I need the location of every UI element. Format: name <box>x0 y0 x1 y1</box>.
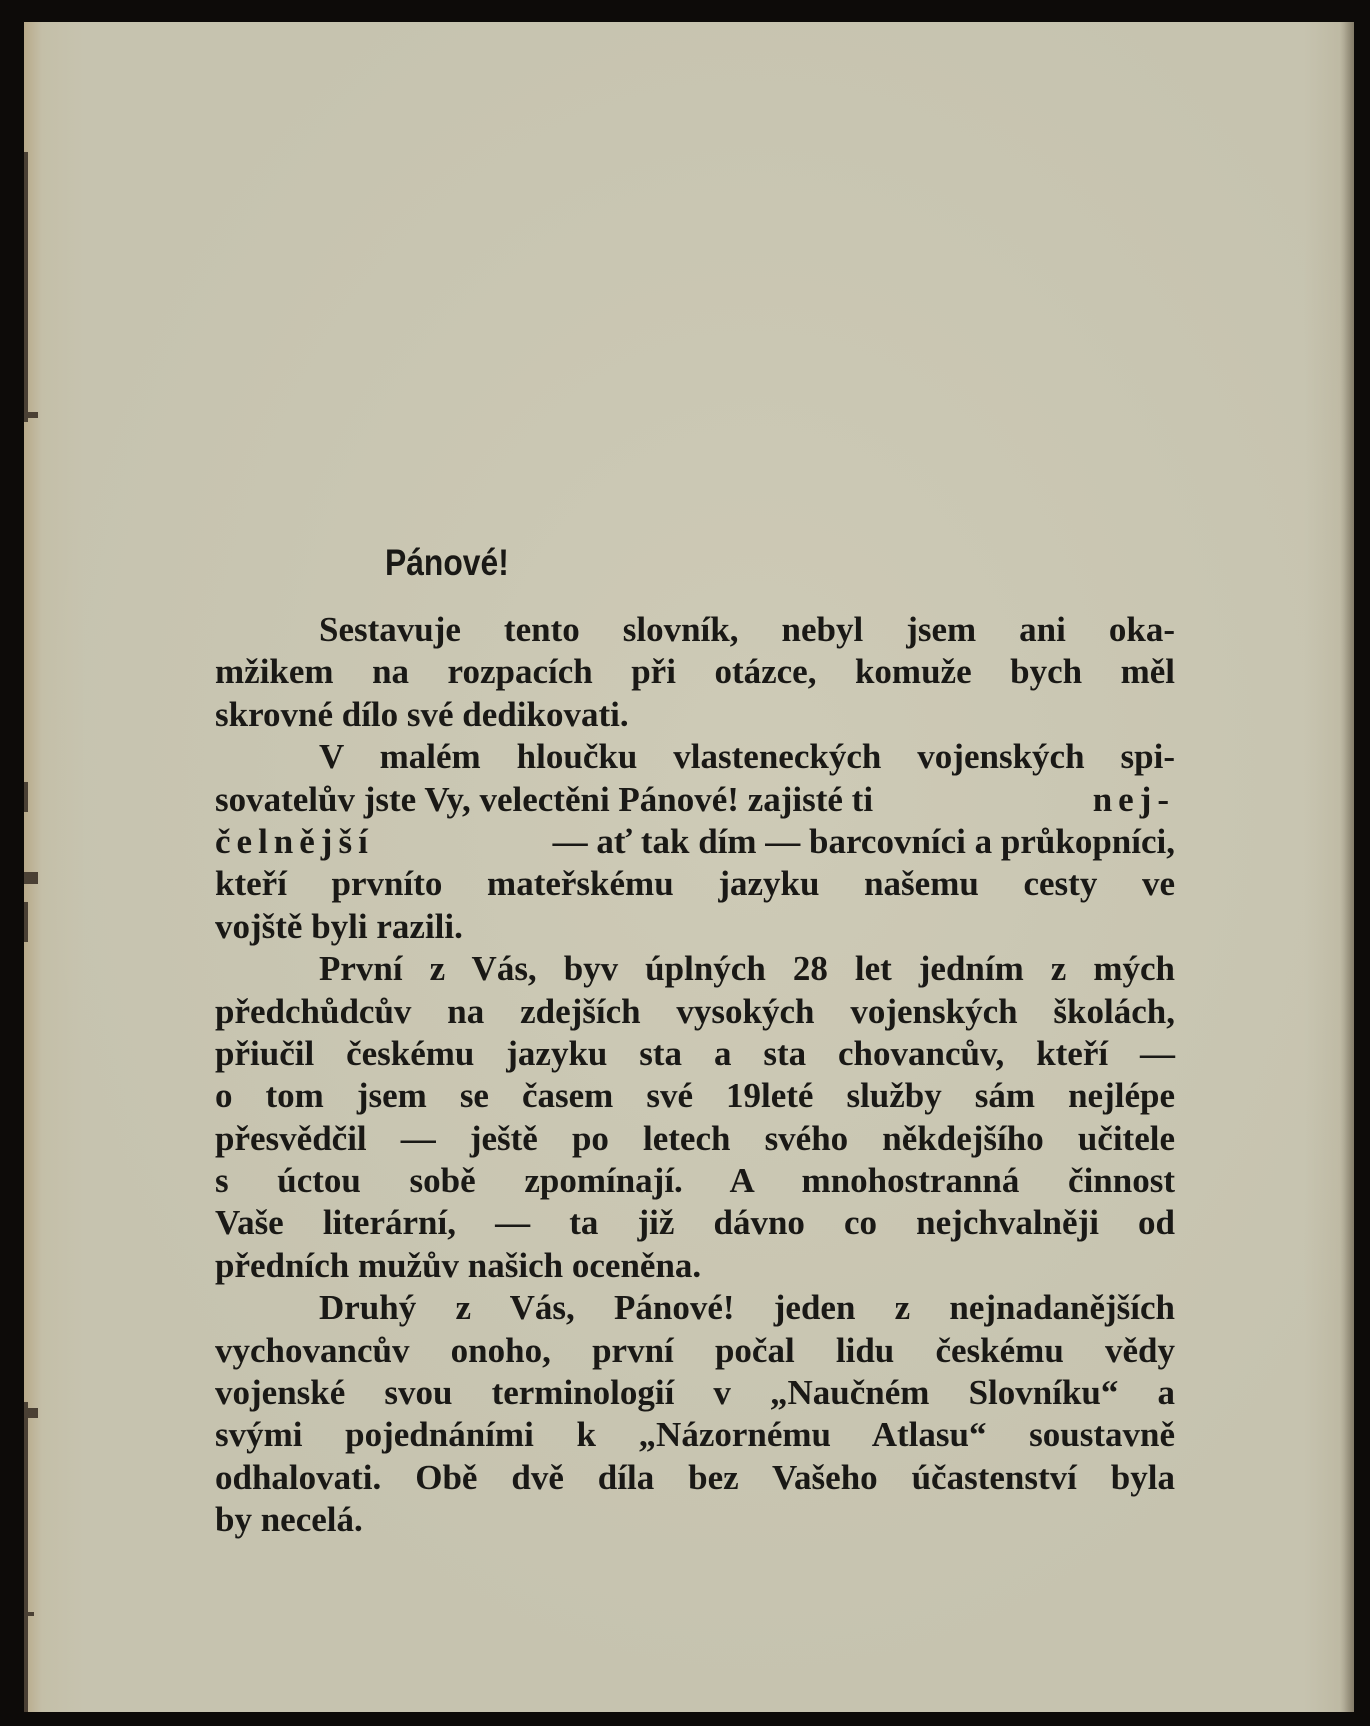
text-line: mžikem na rozpacích při otázce, komuže bych měl <box>215 652 1175 692</box>
text-line: Sestavuje tento slovník, nebyl jsem ani oka- <box>319 610 1175 649</box>
binding-mark <box>24 152 28 422</box>
text-line: Druhý z Vás, Pánové! jeden z nejnadanějších <box>319 1288 1175 1328</box>
text-line: V malém hloučku vlasteneckých vojenských spi- <box>319 737 1175 777</box>
text-line: Vaše literární, — ta již dávno co nejchvalněji od <box>215 1203 1175 1243</box>
text-line: předních mužův našich oceněna. <box>215 1245 702 1285</box>
text-line: by necelá. <box>215 1500 363 1540</box>
text-line: s úctou sobě zpomínají. A mnohostranná činnost <box>215 1161 1175 1201</box>
text-line-part: — ať tak dím — barcovníci a průkopníci, <box>552 821 1175 861</box>
page-heading: Pánové! <box>385 542 509 583</box>
emphasized-word: čelnější <box>215 821 374 861</box>
emphasized-word: nej- <box>1092 779 1175 819</box>
text-line: První z Vás, byv úplných 28 let jedním z mých <box>319 949 1175 989</box>
text-line: předchůdcův na zdejších vysokých vojenských školách, <box>215 991 1175 1031</box>
text-line: vychovancův onoho, první počal lidu českému vědy <box>215 1330 1175 1370</box>
text-line: vojenské svou terminologií v „Naučném Slovníku“ a <box>215 1373 1175 1413</box>
page-edge-shadow <box>1340 22 1354 1712</box>
text-line <box>215 779 1175 821</box>
binding-mark <box>24 1408 38 1418</box>
text-line-part: sovatelův jste Vy, velectěni Pánové! zajisté ti <box>215 779 874 819</box>
text-line: přiučil českému jazyku sta a sta chovancův, kteří — <box>215 1033 1175 1073</box>
binding-mark <box>24 902 28 942</box>
text-line: odhalovati. Obě dvě díla bez Vašeho účastenství byla <box>215 1457 1175 1497</box>
text-line: svými pojednáními k „Názornému Atlasu“ soustavně <box>215 1415 1175 1455</box>
dedication-text <box>215 609 1175 1542</box>
text-line: přesvědčil — ještě po letech svého někdejšího učitele <box>215 1118 1175 1158</box>
binding-mark <box>24 1402 28 1712</box>
text-line: vojště byli razili. <box>215 906 463 946</box>
text-line <box>215 821 1175 863</box>
text-line: o tom jsem se časem své 19leté služby sám nejlépe <box>215 1076 1175 1116</box>
text-line: skrovné dílo své dedikovati. <box>215 694 629 734</box>
text-line: kteří prvníto mateřskému jazyku našemu cesty ve <box>215 864 1175 904</box>
binding-mark <box>24 782 28 812</box>
binding-mark <box>24 1612 34 1616</box>
book-page <box>24 22 1354 1712</box>
binding-mark <box>24 872 38 884</box>
binding-mark <box>24 412 38 418</box>
